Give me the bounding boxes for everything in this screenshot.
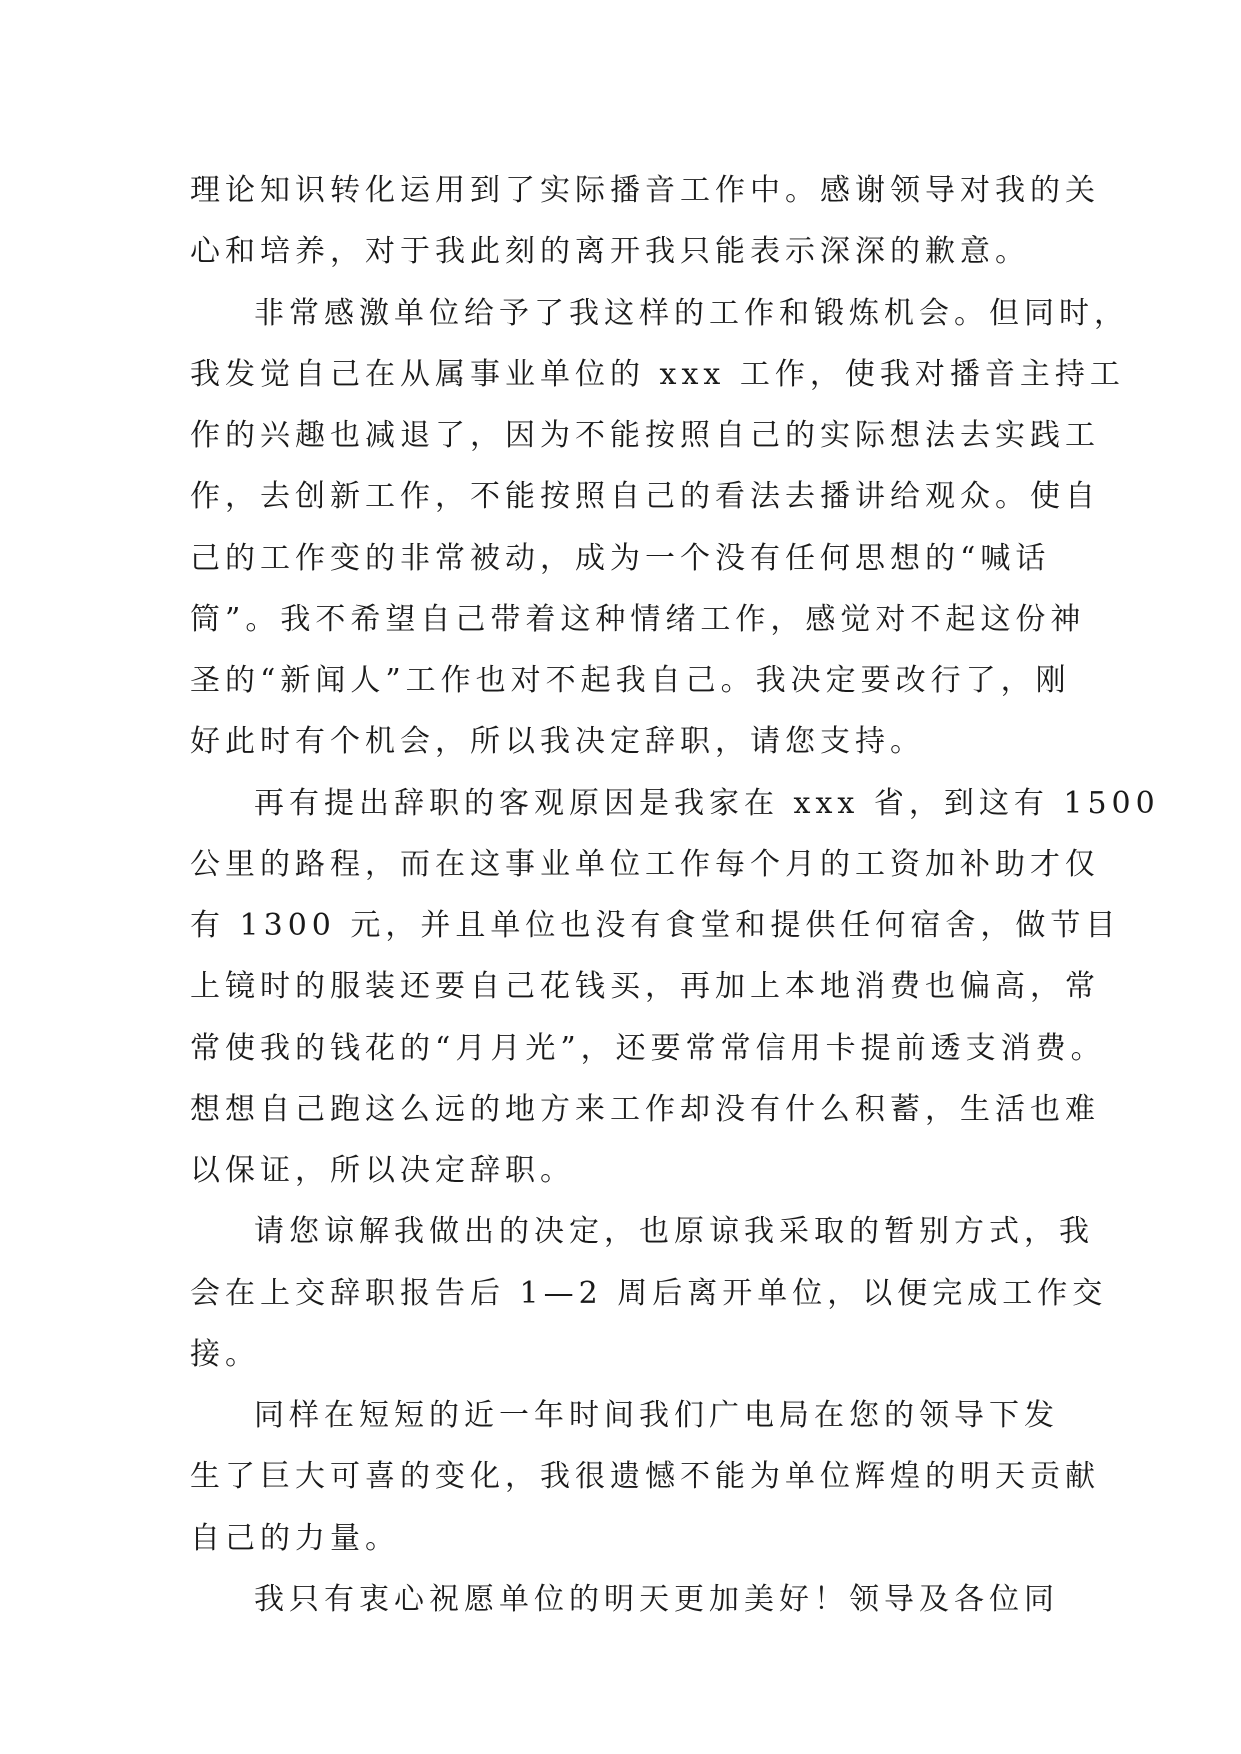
text-line: 心和培养，对于我此刻的离开我只能表示深深的歉意。	[190, 234, 1030, 270]
text-line: 接。	[190, 1336, 260, 1372]
paragraph-first-line: 再有提出辞职的客观原因是我家在 xxx 省，到这有 1500	[254, 785, 1160, 821]
text-line: 我发觉自己在从属事业单位的 xxx 工作，使我对播音主持工	[190, 356, 1125, 392]
text-line: 自己的力量。	[190, 1520, 400, 1556]
paragraph-first-line: 我只有衷心祝愿单位的明天更加美好！领导及各位同	[254, 1581, 1059, 1617]
text-line: 想想自己跑这么远的地方来工作却没有什么积蓄，生活也难	[190, 1091, 1100, 1127]
text-line: 好此时有个机会，所以我决定辞职，请您支持。	[190, 724, 925, 760]
text-line: 上镜时的服装还要自己花钱买，再加上本地消费也偏高，常	[190, 969, 1100, 1005]
text-line: 筒”。我不希望自己带着这种情绪工作，感觉对不起这份神	[190, 601, 1086, 637]
letter-body	[190, 160, 1160, 1630]
text-line: 会在上交辞职报告后 1—2 周后离开单位，以便完成工作交	[190, 1275, 1108, 1311]
paragraph-first-line: 同样在短短的近一年时间我们广电局在您的领导下发	[254, 1398, 1059, 1433]
paragraph-first-line: 非常感激单位给予了我这样的工作和锻炼机会。但同时，	[254, 295, 1129, 331]
text-line: 作的兴趣也减退了，因为不能按照自己的实际想法去实践工	[190, 418, 1100, 453]
text-line: 作，去创新工作，不能按照自己的看法去播讲给观众。使自	[190, 479, 1100, 515]
text-line: 常使我的钱花的“月月光”，还要常常信用卡提前透支消费。	[190, 1030, 1106, 1066]
text-line: 有 1300 元，并且单位也没有食堂和提供任何宿舍，做节目	[190, 908, 1121, 943]
text-line: 以保证，所以决定辞职。	[190, 1153, 575, 1188]
text-line: 圣的“新闻人”工作也对不起我自己。我决定要改行了，刚	[190, 663, 1071, 698]
text-line: 己的工作变的非常被动，成为一个没有任何思想的“喊话	[190, 540, 1051, 576]
text-line: 公里的路程，而在这事业单位工作每个月的工资加补助才仅	[190, 846, 1100, 882]
paragraph-first-line: 请您谅解我做出的决定，也原谅我采取的暂别方式，我	[254, 1214, 1094, 1250]
text-line: 生了巨大可喜的变化，我很遗憾不能为单位辉煌的明天贡献	[190, 1459, 1100, 1495]
text-line: 理论知识转化运用到了实际播音工作中。感谢领导对我的关	[190, 173, 1100, 208]
